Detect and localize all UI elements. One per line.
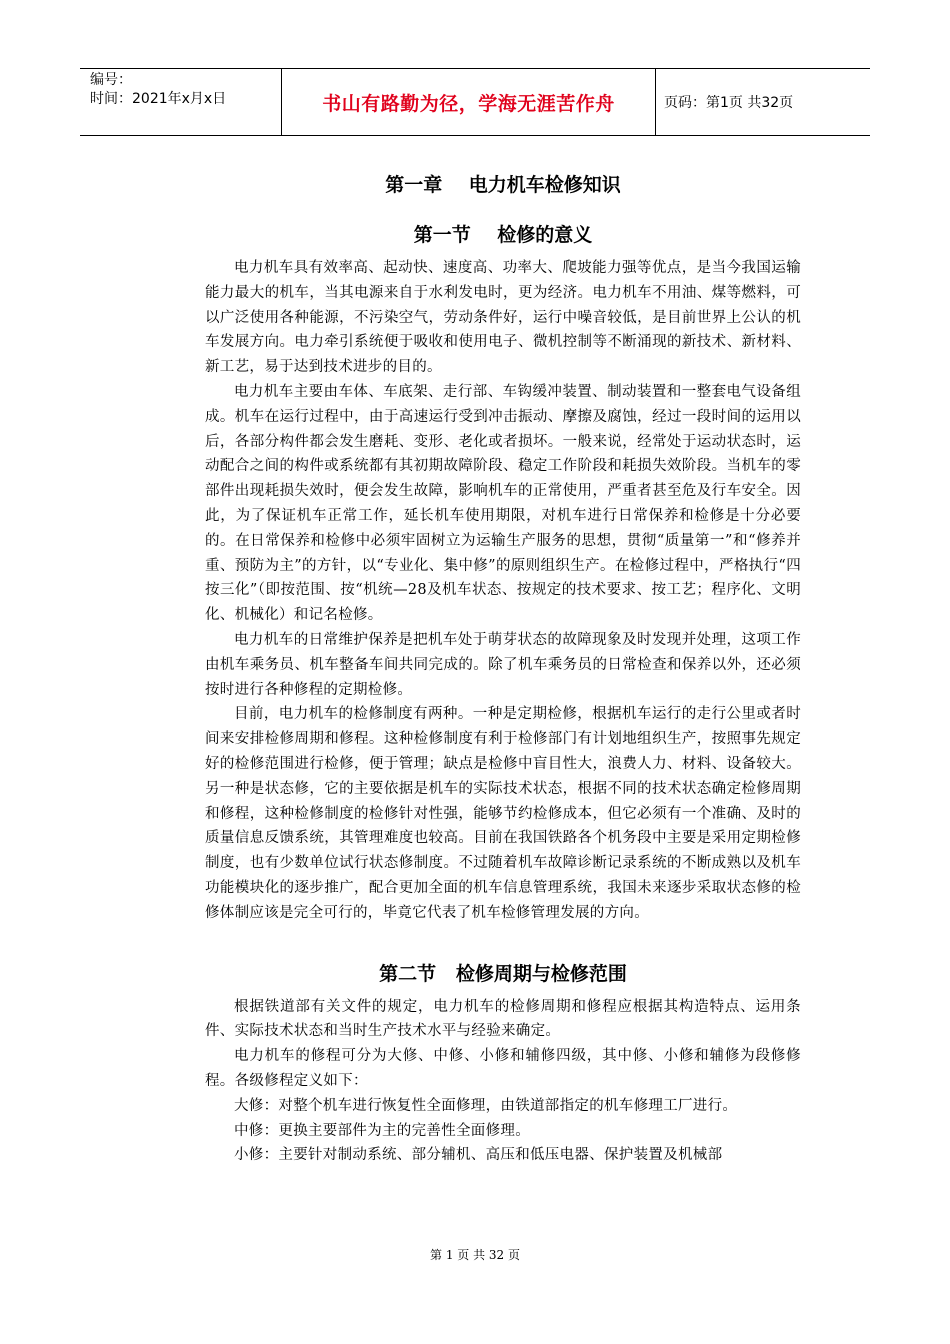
header-meta <box>80 69 281 135</box>
section-title: 第二节 检修周期与检修范围 <box>379 962 627 985</box>
header-page-info: 页码：第1页 共32页 <box>664 95 794 111</box>
paragraph: 电力机车主要由车体、车底架、走行部、车钩缓冲装置、制动装置和一整套电气设备组成。机车在运行过程中，由于高速运行受到冲击振动、摩擦及腐蚀，经过一段时间的运用以后，各部分构件都会发生磨耗、变形、老化或者损坏。一般来说，经常处于运动状态时，运动配合之间的构件或系统都有其初期故障阶段、稳定工作阶段和耗损失效阶段。当机车的零部件出现耗损失效时，便会发生故障，影响机车的正常使用，严重者甚至危及行车安全。因此，为了保证机车正常工作，延长机车使用期限，对机车进行日常保养和检修是十分必要的。在日常保养和检修中必须牢固树立为运输生产服务的思想，贯彻“质量第一”和“修养并重、预防为主”的方针，以“专业化、集中修”的原则组织生产。在检修过程中，严格执行“四按三化”（即按范围、按“机统—28及机车状态、按规定的技术要求、按工艺；程序化、文明化、机械化）和记名检修。 <box>205 383 801 624</box>
document-body <box>205 168 801 1168</box>
paragraph: 电力机车具有效率高、起动快、速度高、功率大、爬坡能力强等优点，是当今我国运输能力最大的机车，当其电源来自于水利发电时，更为经济。电力机车不用油、煤等燃料，可以广泛使用各种能源，不污染空气，劳动条件好，运行中噪音较低，是目前世界上公认的机车发展方向。电力牵引系统便于吸收和使用电子、微机控制等不断涌现的新技术、新材料、新工艺，易于达到技术进步的目的。 <box>205 260 801 376</box>
section-body <box>205 995 801 1169</box>
page-footer: 第 1 页 共 32 页 <box>430 1248 520 1262</box>
paragraph: 大修：对整个机车进行恢复性全面修理，由铁道部指定的机车修理工厂进行。 <box>234 1097 738 1114</box>
paragraph: 小修：主要针对制动系统、部分辅机、高压和低压电器、保护装置及机械部 <box>234 1147 723 1164</box>
paragraph: 根据铁道部有关文件的规定，电力机车的检修周期和修程应根据其构造特点、运用条件、实际技术状态和当时生产技术水平与经验来确定。 <box>205 998 801 1040</box>
section-body <box>205 256 801 926</box>
chapter-title: 第一章 电力机车检修知识 <box>385 174 621 196</box>
document-number-label: 编号： <box>90 72 132 88</box>
page-header <box>80 68 870 136</box>
header-motto: 书山有路勤为径，学海无涯苦作舟 <box>281 69 656 135</box>
paragraph: 中修：更换主要部件为主的完善性全面修理。 <box>234 1122 530 1139</box>
paragraph: 电力机车的日常维护保养是把机车处于萌芽状态的故障现象及时发现并处理，这项工作由机车乘务员、机车整备车间共同完成的。除了机车乘务员的日常检查和保养以外，还必须按时进行各种修程的定期检修。 <box>205 631 801 698</box>
paragraph: 电力机车的修程可分为大修、中修、小修和辅修四级，其中修、小修和辅修为段修修程。各级修程定义如下： <box>205 1048 801 1089</box>
section-title: 第一节 检修的意义 <box>413 224 593 246</box>
document-time-label: 时间：2021年x月x日 <box>90 91 227 107</box>
paragraph: 目前，电力机车的检修制度有两种。一种是定期检修，根据机车运行的走行公里或者时间来安排检修周期和修程。这种检修制度有利于检修部门有计划地组织生产，按照事先规定好的检修范围进行检修，便于管理；缺点是检修中盲目性大，浪费人力、材料、设备较大。另一种是状态修，它的主要依据是机车的实际技术状态，根据不同的技术状态确定检修周期和修程，这种检修制度的检修针对性强，能够节约检修成本，但它必须有一个准确、及时的质量信息反馈系统，其管理难度也较高。目前在我国铁路各个机务段中主要是采用定期检修制度，也有少数单位试行状态修制度。不过随着机车故障诊断记录系统的不断成熟以及机车功能模块化的逐步推广，配合更加全面的机车信息管理系统，我国未来逐步采取状态修的检修体制应该是完全可行的，毕竟它代表了机车检修管理发展的方向。 <box>205 706 801 921</box>
